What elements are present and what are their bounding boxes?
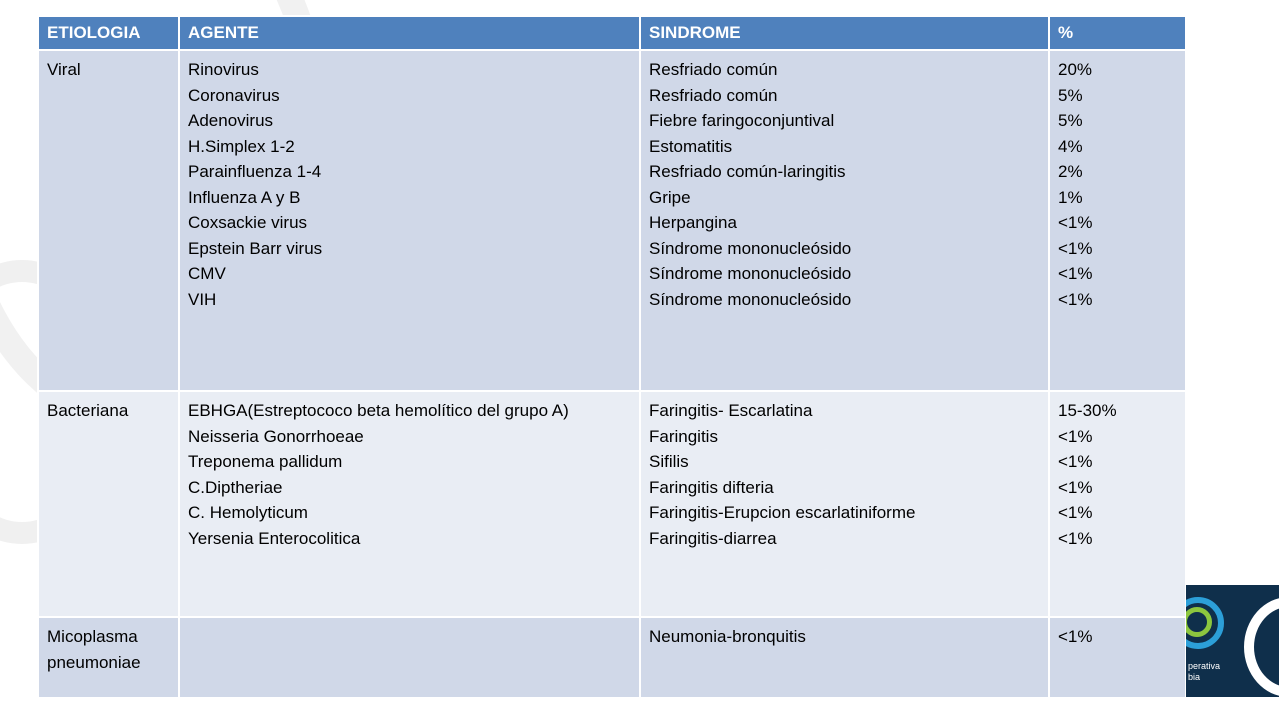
cell-line: 4% [1058,136,1083,156]
cell-line: <1% [1058,213,1093,232]
cell-etiologia [38,391,179,617]
cell-line: EBHGA(Estreptococo beta hemolítico del grupo A) [188,401,569,420]
cell-line: Fiebre faringoconjuntival [649,111,835,130]
cell-line: Gripe [649,187,691,207]
cell-etiologia [38,50,179,391]
cell-line: CMV [188,264,226,283]
cell-line: Viral [47,60,81,79]
cell-line: Micoplasma [47,627,138,646]
cell-line: Resfriado común [649,85,778,105]
cell-agente [179,50,640,391]
cell-line: Síndrome mononucleósido [649,238,852,258]
cell-line: VIH [188,289,217,309]
logo-text-line: bia [1188,672,1201,682]
header-agente: AGENTE [179,16,640,50]
cell-line: Bacteriana [47,401,129,420]
cell-percent [1049,391,1186,617]
table-row [38,50,1186,391]
cell-line: <1% [1058,503,1093,522]
header-percent: % [1049,16,1186,50]
cell-line: Epstein Barr virus [188,238,323,258]
cell-line: Treponema pallidum [188,452,343,471]
cell-line: Síndrome mononucleósido [649,289,852,309]
cell-line: <1% [1058,452,1093,471]
cell-agente [179,391,640,617]
cell-sindrome [640,617,1049,698]
cell-line: Coxsackie virus [188,213,308,232]
cell-line: Resfriado común-laringitis [649,162,846,181]
cell-line: 2% [1058,162,1083,181]
cell-line: 5% [1058,85,1083,105]
cell-line: Faringitis-diarrea [649,528,777,548]
cell-line: Rinovirus [188,60,259,79]
logo-text-line: perativa [1188,661,1221,671]
etiology-table [37,15,1187,699]
cell-line: Síndrome mononucleósido [649,264,852,283]
cell-line: <1% [1058,528,1093,548]
cell-line: <1% [1058,264,1093,283]
cell-line: 5% [1058,111,1083,130]
cell-line: Neisseria Gonorrhoeae [188,426,364,446]
cell-line: Yersenia Enterocolitica [188,528,361,548]
cell-line: <1% [1058,477,1093,497]
cell-line: Parainfluenza 1-4 [188,162,322,181]
cell-line: Coronavirus [188,85,280,105]
cell-line: Faringitis-Erupcion escarlatiniforme [649,503,916,522]
table-row [38,617,1186,698]
cell-line: C.Diptheriae [188,477,283,497]
header-sindrome: SINDROME [640,16,1049,50]
cell-line: <1% [1058,627,1093,646]
cell-line: Adenovirus [188,111,274,130]
table-header-row [38,16,1186,50]
cell-line: Sifilis [649,452,689,471]
cell-line: Neumonia-bronquitis [649,627,806,646]
cooperativa-logo [1186,585,1279,697]
cell-line: 1% [1058,187,1083,207]
cell-line: 15-30% [1058,401,1117,420]
cell-line: <1% [1058,238,1093,258]
cell-line: Resfriado común [649,60,778,79]
cell-line: Faringitis- Escarlatina [649,401,813,420]
cell-line: Faringitis difteria [649,477,774,497]
cell-line: Herpangina [649,213,737,232]
table-row [38,391,1186,617]
cell-percent [1049,617,1186,698]
cell-line: pneumoniae [47,652,141,672]
cell-line: <1% [1058,426,1093,446]
cell-line: C. Hemolyticum [188,503,308,522]
cell-etiologia [38,617,179,698]
header-etiologia: ETIOLOGIA [38,16,179,50]
cell-line: Estomatitis [649,136,733,156]
cell-sindrome [640,50,1049,391]
cell-line: 20% [1058,60,1093,79]
logo-text [1188,661,1220,683]
cell-line: <1% [1058,289,1093,309]
cell-line: Influenza A y B [188,187,301,207]
logo-white-ring-icon [1244,597,1279,697]
cell-agente [179,617,640,698]
cell-sindrome [640,391,1049,617]
cell-line: Faringitis [649,426,718,446]
cell-line: H.Simplex 1-2 [188,136,295,156]
cell-percent [1049,50,1186,391]
